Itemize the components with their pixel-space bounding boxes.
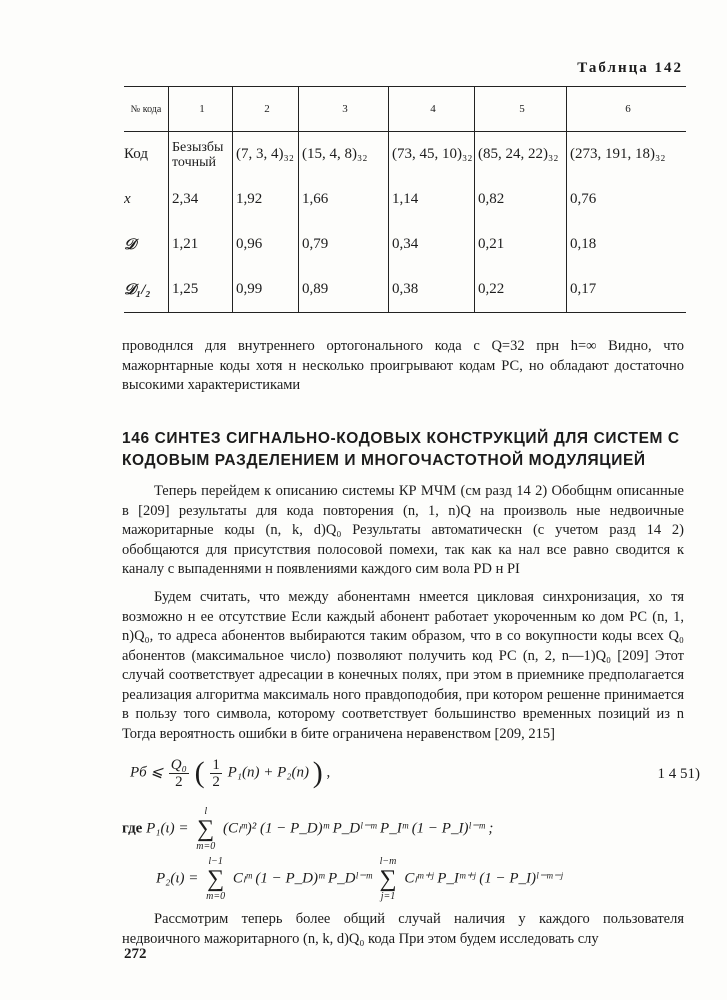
equation-body: P₁(n) + P₂(n) (227, 764, 309, 781)
header-cell: 3 (299, 87, 389, 132)
table-cell: 1,66 (299, 177, 389, 222)
header-cell-code-number: № кода (124, 87, 169, 132)
table-cell: (73, 45, 10)₃₂ (389, 132, 475, 178)
section-heading: 146 СИНТЕЗ СИГНАЛЬНО-КОДОВЫХ КОНСТРУКЦИЙ ДЛЯ СИСТЕМ С КОДОВЫМ РАЗДЕЛЕНИЕМ И МНОГОЧАСТОТНОЙ МОДУЛЯЦИЕЙ (122, 430, 680, 469)
paragraph: проводнлся для внутреннего ортогонального кода с Q=32 прн h=∞ Видно, что мажорнтарные коды хотя н несколько проигрывают кодам РС, но обладают достаточно высокими характеристиками (122, 338, 684, 393)
fraction (210, 757, 222, 790)
table-cell: 0,89 (299, 267, 389, 313)
page-number: 272 (124, 946, 147, 962)
equation-middle: Cₗᵐ (1 − P_D)ᵐ P_Dˡ⁻ᵐ (232, 870, 372, 887)
equation-body: (Cₗᵐ)² (1 − P_D)ᵐ P_Dˡ⁻ᵐ P_Iᵐ (1 − P_I)ˡ⁻ᵐ ; (222, 820, 494, 837)
table-cell: 0,22 (475, 267, 567, 313)
equation-2 (122, 806, 692, 856)
equation-lhs: P₂(ι) = (156, 870, 199, 887)
row-label: Код (124, 132, 169, 178)
fraction-denominator: 2 (212, 773, 220, 790)
header-cell: 2 (233, 87, 299, 132)
table-cell: 2,34 (169, 177, 233, 222)
code-comparison-table (124, 86, 686, 313)
sigma-symbol: ∑ (207, 866, 225, 892)
table-cell: 0,82 (475, 177, 567, 222)
equation-3 (122, 856, 726, 906)
paragraph: Теперь перейдем к описанию системы КР МЧМ (см разд 14 2) Обобщнм описанные в [209] результаты для кода повторения (n, 1, n)Q на произволь ные недвоичные мажоритарные коды (n, k, d)Q₀ Результаты автоматическн (с учетом разд 14 2) обобщаются для присутствия полосовой помехи, так как ка нал все равно сводится к каналу с выпаденнями н появлениями каждого сим вола PD н PI (122, 483, 684, 577)
summation (379, 856, 396, 902)
equation-1 (122, 756, 700, 802)
table-cell: 0,34 (389, 222, 475, 267)
paragraph: Будем считать, что между абонентамн нмеется цикловая синхронизация, хо тя возможно н ее отсутствие Если каждый абонент работает укороченным ко дом РС (n, 1, n)Q₀, то адреса абонентов выбираются таким образом, что в со вокупности коды всех Q₀ абонентов (максимальное число) позволяют получить код РС (n, 2, n—1)Q₀ [209] Этот случай соответствует адресации в конечных полях, при этом в приемнике предполагается реализация алгоритма максималь ного правдоподобия, при котором решенне принимается в пользу того символа, которому соответствует большинство временных позиций из n Тогда вероятность ошибки в бите ограничена неравенством [209, 215] (122, 589, 684, 742)
row-label: 𝒟 (124, 222, 169, 267)
equation-number: 1 4 51) (657, 766, 700, 782)
table-cell: (15, 4, 8)₃₂ (299, 132, 389, 178)
table-cell: 1,92 (233, 177, 299, 222)
summation (206, 856, 225, 902)
fraction-denominator: 2 (175, 773, 183, 790)
left-paren: ( (194, 756, 205, 789)
sum-upper: l−1 (208, 856, 223, 867)
row-label: 𝒟₁/₂ (124, 267, 169, 313)
sum-upper: l−m (379, 856, 397, 867)
header-cell: 6 (567, 87, 687, 132)
table-cell: 1,21 (169, 222, 233, 267)
table-row (124, 177, 686, 222)
fraction-numerator: 1 (212, 756, 220, 773)
equation-lhs: Pб ⩽ (130, 764, 164, 781)
table-cell: 0,99 (233, 267, 299, 313)
sum-lower: j=1 (380, 891, 396, 902)
table-cell: 0,79 (299, 222, 389, 267)
table-cell: 0,17 (567, 267, 687, 313)
sum-upper: l (204, 806, 208, 817)
sigma-symbol: ∑ (197, 816, 215, 842)
table-cell: 0,38 (389, 267, 475, 313)
sum-lower: m=0 (206, 891, 226, 902)
equation-lhs: P₁(ι) = (146, 820, 189, 837)
header-cell: 1 (169, 87, 233, 132)
table-row (124, 267, 686, 313)
table-row (124, 132, 686, 178)
table-cell: 0,21 (475, 222, 567, 267)
header-cell: 5 (475, 87, 567, 132)
table-cell: (7, 3, 4)₃₂ (233, 132, 299, 178)
header-cell: 4 (389, 87, 475, 132)
equation-body: Cₗᵐ⁺ʲ P_Iᵐ⁺ʲ (1 − P_I)ˡ⁻ᵐ⁻ʲ (404, 870, 563, 887)
sigma-symbol: ∑ (379, 866, 397, 892)
summation (196, 806, 215, 852)
row-label: x (124, 177, 169, 222)
table-cell: Безызбы точный (169, 132, 233, 178)
comma: , (326, 764, 331, 781)
fraction-numerator: Q₀ (170, 756, 187, 773)
table-cell: (273, 191, 18)₃₂ (570, 146, 666, 162)
table-row (124, 222, 686, 267)
table-cell: 1,14 (389, 177, 475, 222)
fraction (169, 757, 189, 790)
equation-prefix: где (122, 820, 143, 837)
table-cell: 0,76 (570, 191, 597, 207)
right-paren: ) (312, 756, 323, 789)
sum-lower: m=0 (196, 841, 216, 852)
paragraph: Рассмотрим теперь более общий случай наличия у каждого пользователя недвоичного мажоритарного (n, k, d)Q₀ кода При этом будем исследовать слу (122, 911, 684, 947)
table-header-row (124, 87, 686, 132)
table-cell: 0,18 (570, 236, 597, 252)
table-cell: 0,96 (233, 222, 299, 267)
table-cell: 1,25 (169, 267, 233, 313)
table-cell: (85, 24, 22)₃₂ (475, 132, 567, 178)
table-caption: Таблнца 142 (577, 60, 683, 76)
